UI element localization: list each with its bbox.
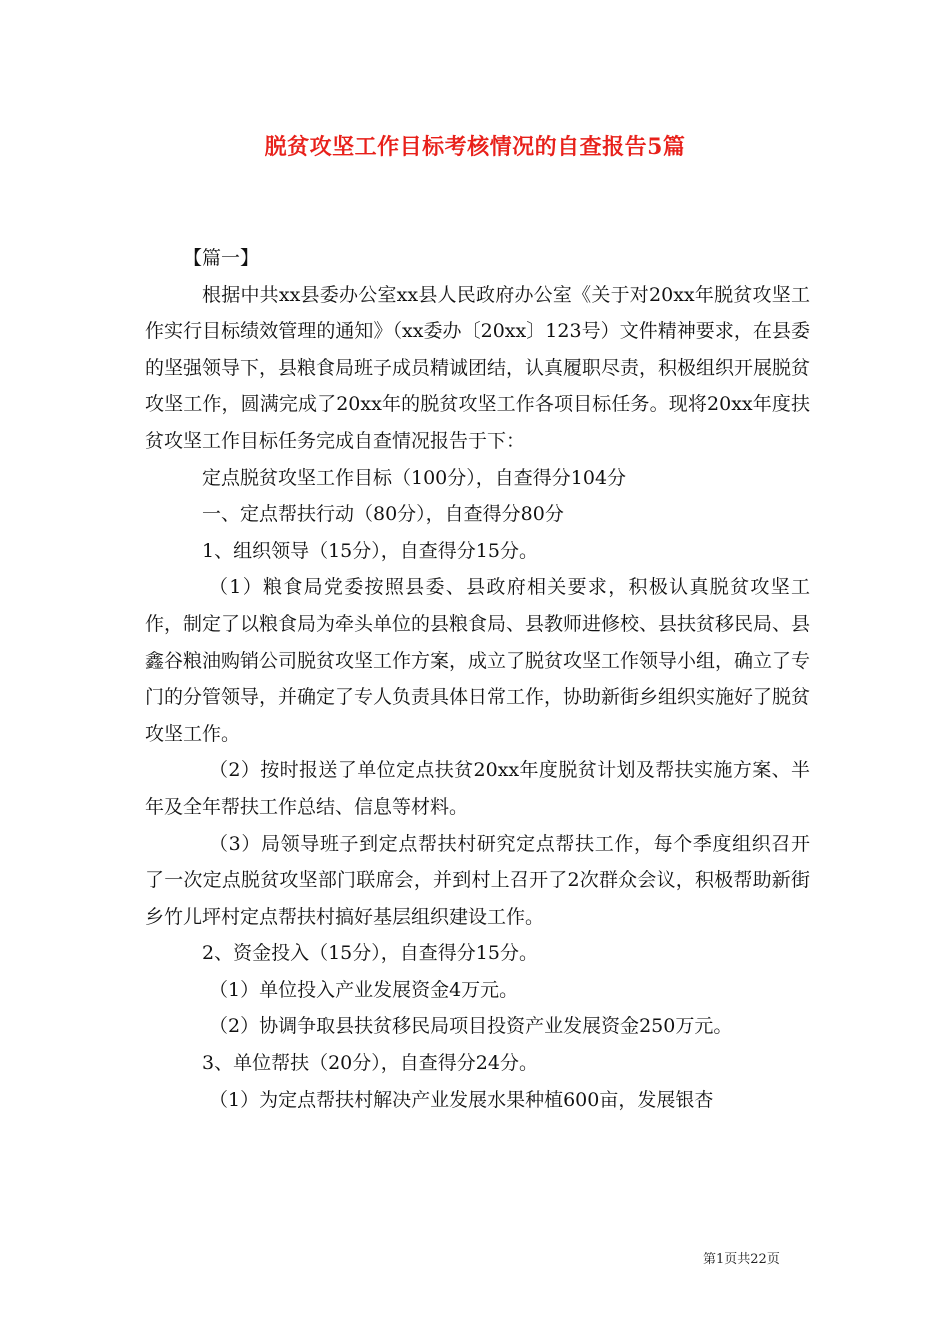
document-title: 脱贫攻坚工作目标考核情况的自查报告5篇 <box>264 134 686 160</box>
page-number: 第1页共22页 <box>703 1252 780 1267</box>
paragraph-item-2: 2、资金投入（15分），自查得分15分。 <box>202 942 538 965</box>
paragraph-item-1-3: （3）局领导班子到定点帮扶村研究定点帮扶工作，每个季度组织召开了一次定点脱贫攻坚部门联席会，并到村上召开了2次群众会议，积极帮助新街乡竹儿坪村定点帮扶村搞好基层组织建设工作。 <box>145 832 810 928</box>
paragraph-target-total: 定点脱贫攻坚工作目标（100分），自查得分104分 <box>202 466 627 489</box>
paragraph-item-2-2: （2）协调争取县扶贫移民局项目投资产业发展资金250万元。 <box>209 1015 733 1038</box>
paragraph-item-3: 3、单位帮扶（20分），自查得分24分。 <box>202 1052 538 1075</box>
paragraph-intro: 根据中共xx县委办公室xx县人民政府办公室《关于对20xx年脱贫攻坚工作实行目标绩效管理的通知》（xx委办〔20xx〕123号）文件精神要求，在县委的坚强领导下，县粮食局班子成员精诚团结，认真履职尽责，积极组织开展脱贫攻坚工作，圆满完成了20xx年的脱贫攻坚工作各项目标任务。现将20xx年度扶贫攻坚工作目标任务完成自查情况报告于下： <box>145 283 811 452</box>
paragraph-item-2-1: （1）单位投入产业发展资金4万元。 <box>209 978 519 1001</box>
paragraph-item-1-1: （1）粮食局党委按照县委、县政府相关要求，积极认真脱贫攻坚工作，制定了以粮食局为牵头单位的县粮食局、县教师进修校、县扶贫移民局、县鑫谷粮油购销公司脱贫攻坚工作方案，成立了脱贫攻坚工作领导小组，确立了专门的分管领导，并确定了专人负责具体日常工作，协助新街乡组织实施好了脱贫攻坚工作。 <box>145 576 811 745</box>
paragraph-section-1: 一、定点帮扶行动（80分），自查得分80分 <box>202 503 564 526</box>
paragraph-item-3-1: （1）为定点帮扶村解决产业发展水果种植600亩，发展银杏 <box>209 1088 714 1111</box>
paragraph-item-1: 1、组织领导（15分），自查得分15分。 <box>202 539 538 562</box>
document-body <box>145 240 810 1118</box>
paragraph-item-1-2: （2）按时报送了单位定点扶贫20xx年度脱贫计划及帮扶实施方案、半年及全年帮扶工作总结、信息等材料。 <box>145 759 810 818</box>
section-heading: 【篇一】 <box>183 247 260 269</box>
